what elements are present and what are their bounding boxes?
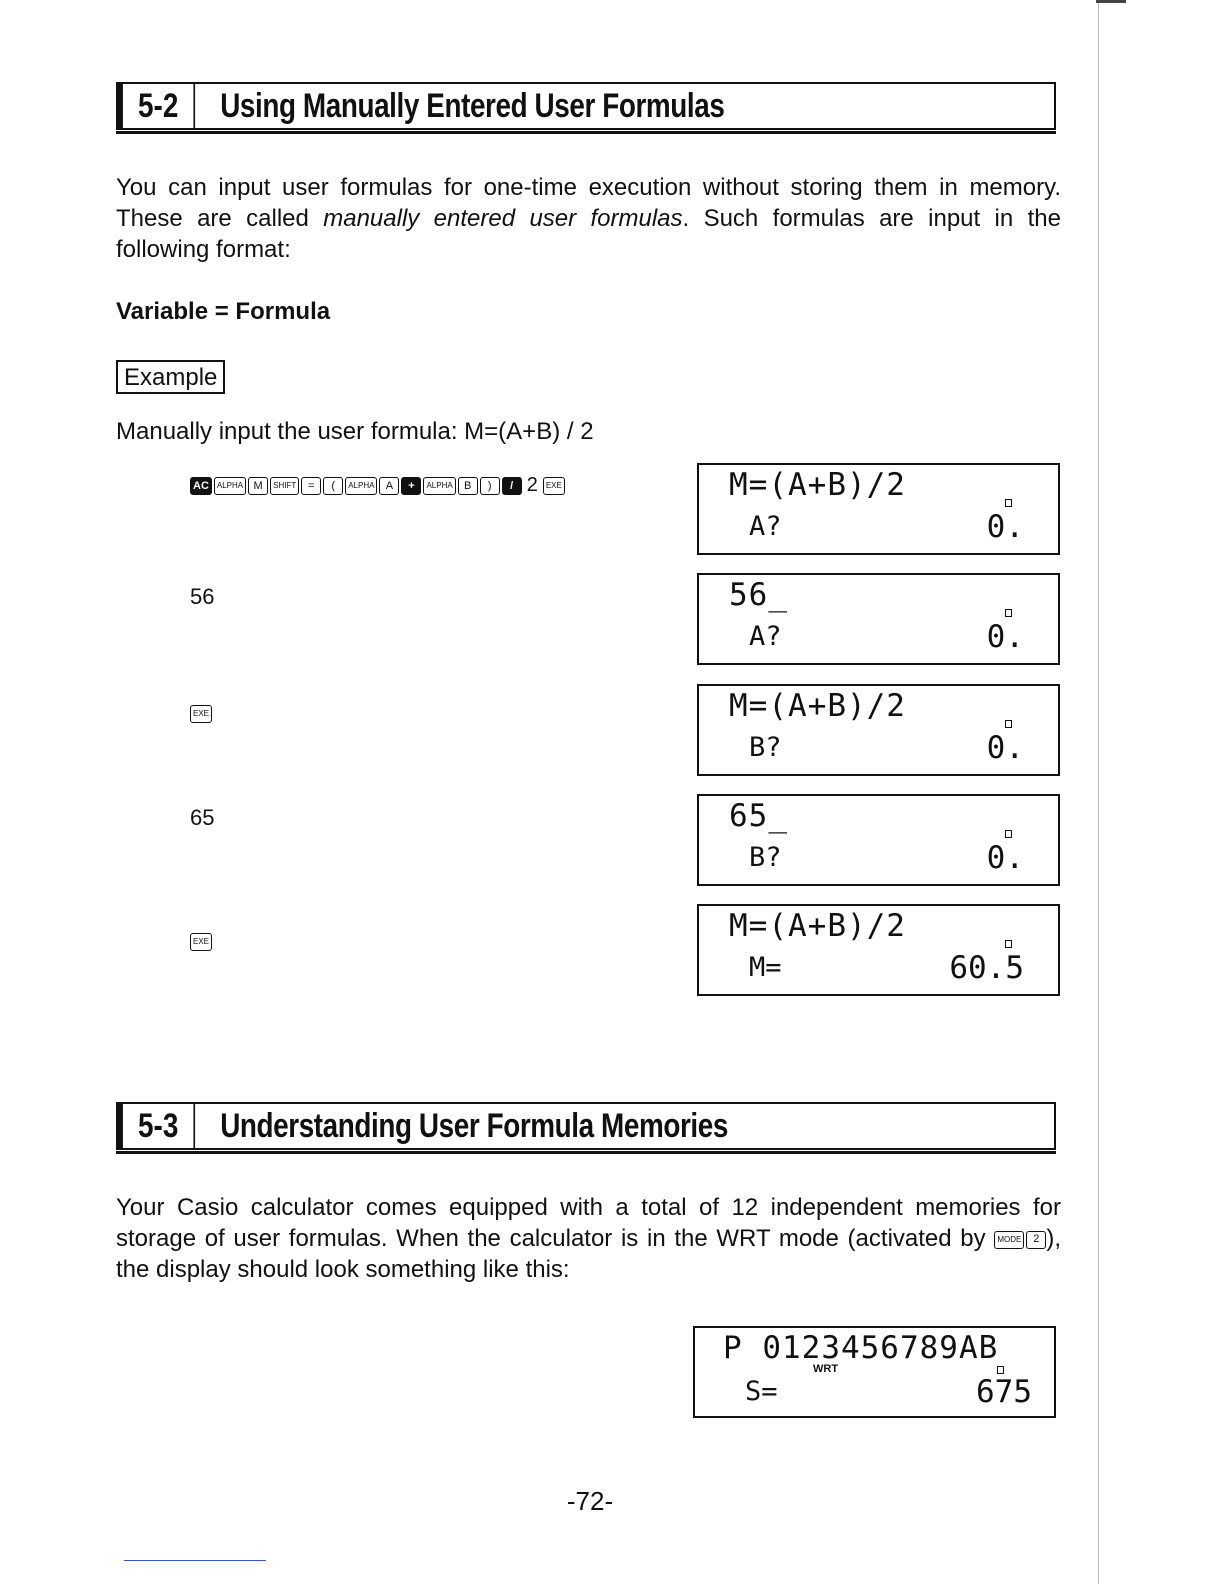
section2-paragraph: Your Casio calculator comes equipped with a total of 12 independent memories for storage of user formulas. When the calculator is in the WRT mode (activated by MODE 2 ), the display should look something like this: bbox=[116, 1194, 1061, 1283]
key-divide: / bbox=[502, 477, 522, 495]
key-close-paren: ) bbox=[480, 477, 500, 495]
lcd-indicator bbox=[997, 1366, 1004, 1374]
section-number: 5-3 bbox=[118, 1104, 195, 1148]
italic-term: manually entered user formulas bbox=[323, 205, 683, 232]
lcd-indicator bbox=[1005, 940, 1012, 948]
intro-paragraph: You can input user formulas for one-time execution without storing them in memory. These are called manually entered user formulas. Such formulas are input in the following format: bbox=[116, 174, 1061, 263]
example-instruction: Manually input the user formula: M=(A+B) / 2 bbox=[116, 418, 594, 445]
key-exe: EXE bbox=[543, 477, 565, 495]
format-line: Variable = Formula bbox=[116, 298, 331, 325]
lcd-display-1 bbox=[697, 463, 1060, 555]
lcd-line1: M=(A+B)/2 bbox=[729, 467, 906, 503]
key-open-paren: ( bbox=[323, 477, 343, 495]
key-sequence bbox=[190, 474, 565, 497]
key-2: 2 bbox=[1026, 1231, 1046, 1249]
wrt-line2: S= bbox=[745, 1376, 778, 1407]
example-label: Example bbox=[116, 360, 225, 394]
lcd-indicator bbox=[1005, 499, 1012, 507]
lcd-value: 0. bbox=[986, 840, 1024, 876]
lcd-line1: M=(A+B)/2 bbox=[729, 908, 906, 944]
section-title: Understanding User Formula Memories bbox=[220, 1106, 728, 1145]
wrt-line1: P 0123456789AB bbox=[723, 1330, 999, 1366]
page-number: -72- bbox=[566, 1486, 614, 1516]
lcd-indicator bbox=[1005, 830, 1012, 838]
key-alpha: ALPHA bbox=[214, 477, 246, 495]
step-input-exe: EXE bbox=[190, 696, 212, 723]
lcd-value: 0. bbox=[986, 730, 1024, 766]
lcd-display-5 bbox=[697, 904, 1060, 996]
lcd-value: 0. bbox=[986, 509, 1024, 545]
key-digit: 2 bbox=[526, 474, 538, 496]
lcd-line1: M=(A+B)/2 bbox=[729, 688, 906, 724]
key-shift: SHIFT bbox=[270, 477, 299, 495]
key-b: B bbox=[458, 477, 478, 495]
key-alpha: ALPHA bbox=[423, 477, 455, 495]
key-mode: MODE bbox=[994, 1231, 1024, 1249]
key-a: A bbox=[379, 477, 399, 495]
lcd-line2: M= bbox=[749, 952, 782, 983]
section-title: Using Manually Entered User Formulas bbox=[220, 86, 725, 125]
section-5-3-header bbox=[116, 1102, 1056, 1150]
wrt-display bbox=[693, 1326, 1056, 1418]
lcd-value: 60.5 bbox=[949, 950, 1024, 986]
lcd-line1: 65_ bbox=[729, 798, 788, 834]
corner-mark bbox=[1096, 0, 1126, 3]
wrt-value: 675 bbox=[976, 1374, 1032, 1410]
wrt-mode-label: WRT bbox=[813, 1363, 839, 1375]
step-input-56: 56 bbox=[190, 584, 215, 609]
lcd-display-4 bbox=[697, 794, 1060, 886]
lcd-line2: A? bbox=[749, 621, 782, 652]
key-ac: AC bbox=[190, 477, 212, 495]
lcd-line1: 56_ bbox=[729, 577, 788, 613]
section-5-2-header bbox=[116, 82, 1056, 130]
step-input-65: 65 bbox=[190, 805, 215, 830]
lcd-display-2 bbox=[697, 573, 1060, 665]
lcd-line2: A? bbox=[749, 511, 782, 542]
lcd-indicator bbox=[1005, 609, 1012, 617]
key-alpha: ALPHA bbox=[345, 477, 377, 495]
lcd-line2: B? bbox=[749, 842, 782, 873]
footer-line bbox=[124, 1560, 266, 1561]
key-equals: = bbox=[301, 477, 321, 495]
key-plus: + bbox=[401, 477, 421, 495]
lcd-value: 0. bbox=[986, 619, 1024, 655]
section-number: 5-2 bbox=[118, 84, 195, 128]
lcd-display-3 bbox=[697, 684, 1060, 776]
lcd-line2: B? bbox=[749, 732, 782, 763]
lcd-indicator bbox=[1005, 720, 1012, 728]
key-m: M bbox=[248, 477, 268, 495]
step-input-exe: EXE bbox=[190, 924, 212, 951]
page-edge-line bbox=[1098, 0, 1099, 1584]
